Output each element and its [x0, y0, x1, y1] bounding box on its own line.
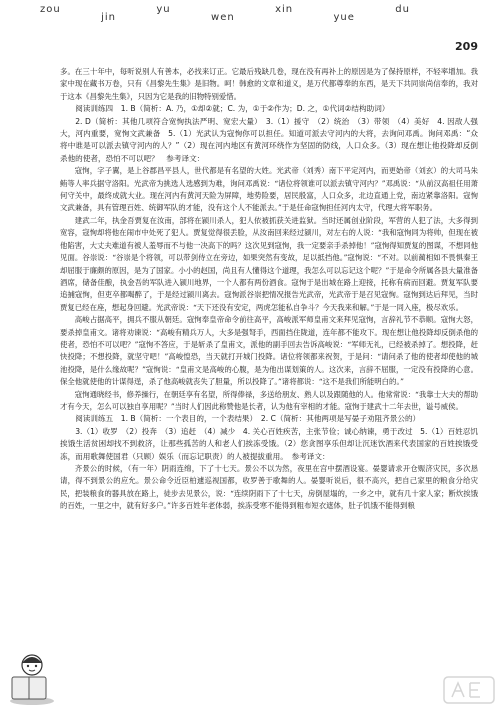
answer-paragraph: 阅读训练四 1. B（简析：A. 乃，①却②就；C. 为，①于②作为；D. 之，①代词②结构助词）: [75, 104, 390, 114]
page-body: [60, 66, 478, 701]
answer-paragraph: 3.（1）收罗 （2）投奔 （3）追赶 （4）减少 4. 关心百姓疾苦，主张节俭；诚心纳谏，勇于改过 5.（1）百姓忍饥挨饿生活贫困却找不到救济，让那些孤苦的人和老人们挨冻受饿。（2）您贪图享乐但却让沉迷饮酒来代表国家的百姓挨饿受冻，而用歌舞使国君（只顾）娱乐（而忘记职责）的人被提拔重用。 参考译文：: [60, 426, 478, 461]
pinyin-word: wen: [211, 12, 235, 23]
pinyin-word: yu: [156, 4, 171, 15]
body-paragraph: 高峻占据高平，拥兵不服从朝廷。寇恂奉皇帝命令前往高平，高峻派军师皇甫文来拜见寇恂，言辞礼节不恭顺。寇恂大怒，要杀掉皇甫文。诸将劝谏说：“高峻有精兵万人，大多是强弩手，西面挡住陇道，连年都不能攻下。现在想让他投降却反倒杀他的使者，恐怕不可以吧？”寇恂不答应，于是斩杀了皇甫文，派他的副手回去告诉高峻说：“军师无礼，已经被杀掉了。想投降，赶快投降；不想投降，就坚守吧！”高峻惶恐，当天就打开城门投降。诸位将领都来祝贺，于是问：“请问杀了他的使者却使他的城池投降，是什么缘故呢？”寇恂说：“皇甫文是高峻的心腹，是为他出谋划策的人。这次来，言辞不屈服，一定没有投降的心意。保全他就使他的计谋得逞，杀了他高峻就丧失了胆量，所以投降了。”诸将都说：“这不是我们所能明白的。”: [60, 315, 478, 387]
pinyin-word: zou: [40, 4, 61, 15]
answer-paragraph: 阅读训练五 1. B（简析：一个表目的，一个表结果） 2. C（简析：其他两项是写晏子劝阻齐景公的）: [75, 414, 421, 424]
body-paragraph: 多。在三十年中，每听说别人有善本，必找来订正。它最后残缺几卷，现在没有再补上的原因是为了保持原样，不轻率增加。我家中现在藏书万卷，只有《昌黎先生集》是旧物。呵！韩愈的文章和道义，是万代都尊奉的东西，是天下共同崇尚信奉的，我对于这本《昌黎先生集》，只因为它是我的旧物特别爱惜。: [60, 67, 478, 101]
page-number: 209: [455, 40, 478, 53]
body-paragraph: 齐景公的时候，（有一年）阴雨连绵，下了十七天。景公不以为然，夜里在宫中摆酒设宴。晏婴请求开仓赈济灾民，多次恳请，得不到景公的应允。景公命令近臣柏遽巡视国都，收罗善于歌舞的人。晏婴听说后，很不高兴，把自己家里的粮食分给灾民，把装粮食的器具放在路上，徒步去见景公，说：“连续阴雨下了十七天，房倒屋塌的，一乡之中，就有几十家人家；断炊挨饿的百姓，一里之中，就有好多户。”许多百姓年老体弱，挨冻受寒不能得到粗布短衣遮体，肚子饥饿不能得到粮: [60, 464, 478, 511]
pinyin-word: xin: [275, 4, 294, 15]
pinyin-word: yue: [333, 12, 355, 23]
body-paragraph: 寇恂通晓经书，修养操行，在朝廷享有名望，所得俸禄，多送给朋友、熟人以及跟随他的人。他常常说：“我靠士大夫的帮助才有今天，怎么可以独自享用呢？”当时人们因此称赞他是长者，认为他有宰相的才能。寇恂于建武十二年去世，谥号威侯。: [60, 389, 478, 411]
reading-child-mascot-icon: [2, 647, 62, 707]
pinyin-word: jin: [101, 12, 116, 23]
pinyin-header: [40, 4, 410, 23]
watermark-logo-icon: [442, 675, 496, 705]
pinyin-word: du: [395, 4, 410, 15]
body-paragraph: 寇恂，字子翼，是上谷郡昌平县人，世代都是有名望的大姓。光武帝（刘秀）南下平定河内，而更始帝（刘玄）的大司马朱鲔等人率兵据守洛阳。光武帝为挑选人选感到为难，询问邓禹说：“诸位将领谁可以派去镇守河内？”邓禹说：“从前汉高祖任用萧何守关中，最终成就大业。现在河内有黄河天险为屏障，地势险要，居民殷富，人口众多，北边直通上党，南边紧靠洛阳。寇恂文武兼备，具有管理百姓、统御军队的才能，没有这个人不能派去。”于是任命寇恂担任河内太守，代理大将军职务。: [60, 166, 478, 213]
answer-paragraph: 2. D（简析：其他几项符合宽恂执法严明、宽宏大量） 3.（1）援守 （2）统治 （3）带领 （4）美好 4. 因敌人强大，河内重要，宽恂文武兼备 5.（1）光武认为寇恂你可以担任。知道可派去守河内的大将，去询问邓禹。询问邓禹：“众将中谁是可以派去镇守河内的人？”（2）现在河内地区有黄河环绕作为坚固的防线，人口众多。（3）现在想让他投降却反倒杀他的使者，恐怕不可以吧？ 参考译文：: [60, 116, 478, 163]
body-paragraph: 建武二年，执金吾贾复在汝南，部将在颍川杀人，犯人依被抓获关进监狱。当时还属创业阶段，军营的人犯了法，大多得到宽容，寇恂却将他在闹市中处死了犯人。贾复觉得很丢脸，从汝南回来经过颍川，对左右的人说：“我和寇恂同为将帅，但现在被他陷害，大丈夫难道有被人羞辱而不与他一决高下的吗？这次见到寇恂，我一定要亲手杀掉他！”寇恂得知贾复的图谋，不想同他见面。谷崇说：“谷崇是个将领，可以带剑侍立在旁边，如果突然有变故，足以抵挡他。”寇恂说：“不对。以前蔺相如不畏惧秦王却屈服于廉颇的原因，是为了国家。小小的赵国，尚且有人懂得这个道理，我怎么可以忘记这个呢？”于是命令所属各县大量准备酒席，储备佳酿，执金吾的军队进入颍川地界，一个人都有两份酒食。寇恂于是出城在路上迎接，托称有病而回避。贾复军队要追捕寇恂，但吏卒都喝醉了，于是经过颍川离去。寇恂派谷崇把情况报告光武帝，光武帝于是召见寇恂。寇恂到达后拜见，当时贾复已经在座，想起身回避。光武帝说：“天下还没有安定，两虎怎能私自争斗？今天我来和解。”于是一同入座，极尽欢乐。: [60, 215, 478, 312]
